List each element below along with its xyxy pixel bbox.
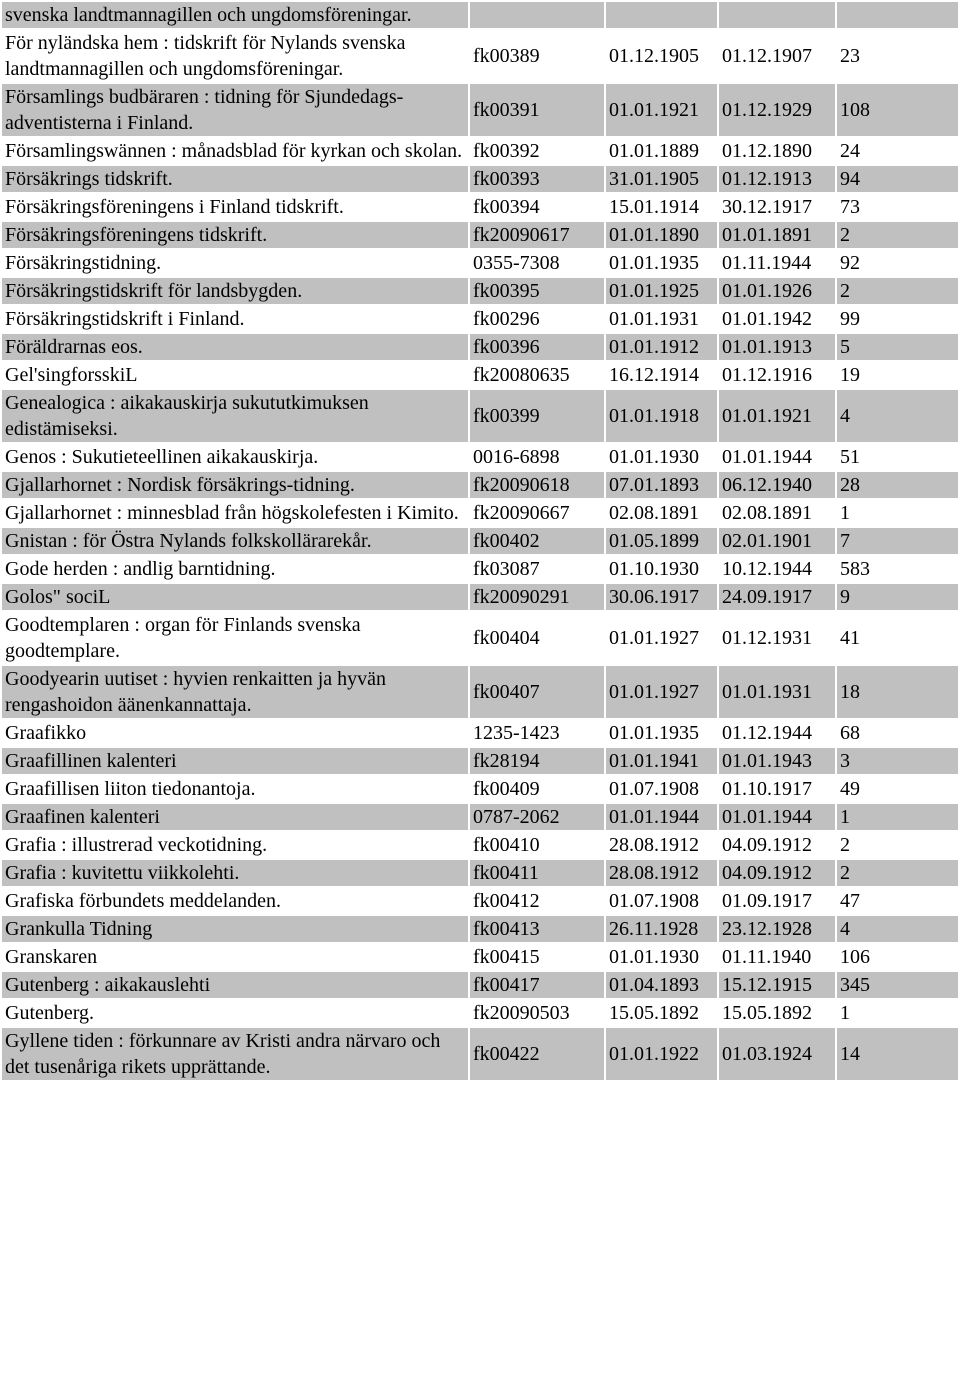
start-date-cell: 01.01.1930 bbox=[606, 444, 717, 470]
end-date-cell: 01.01.1891 bbox=[719, 222, 835, 248]
end-date-cell: 06.12.1940 bbox=[719, 472, 835, 498]
end-date-cell: 02.08.1891 bbox=[719, 500, 835, 526]
end-date-cell: 01.12.1913 bbox=[719, 166, 835, 192]
table-row bbox=[2, 612, 958, 664]
start-date-cell: 01.01.1889 bbox=[606, 138, 717, 164]
start-date-cell: 15.01.1914 bbox=[606, 194, 717, 220]
issue-count-cell: 2 bbox=[837, 222, 958, 248]
start-date-cell: 01.01.1930 bbox=[606, 944, 717, 970]
start-date-cell: 01.01.1918 bbox=[606, 390, 717, 442]
id-cell: fk00404 bbox=[470, 612, 604, 664]
start-date-cell bbox=[606, 2, 717, 28]
id-cell: fk20090291 bbox=[470, 584, 604, 610]
title-cell: Försäkringstidskrift i Finland. bbox=[2, 306, 468, 332]
end-date-cell: 01.01.1921 bbox=[719, 390, 835, 442]
id-cell: fk20090503 bbox=[470, 1000, 604, 1026]
title-cell: svenska landtmannagillen och ungdomsföreningar. bbox=[2, 2, 468, 28]
title-cell: Gutenberg : aikakauslehti bbox=[2, 972, 468, 998]
end-date-cell: 01.11.1940 bbox=[719, 944, 835, 970]
id-cell: fk00399 bbox=[470, 390, 604, 442]
end-date-cell: 15.05.1892 bbox=[719, 1000, 835, 1026]
issue-count-cell: 2 bbox=[837, 278, 958, 304]
start-date-cell: 15.05.1892 bbox=[606, 1000, 717, 1026]
title-cell: Försäkringsföreningens tidskrift. bbox=[2, 222, 468, 248]
issue-count-cell: 99 bbox=[837, 306, 958, 332]
title-cell: Graafikko bbox=[2, 720, 468, 746]
end-date-cell: 01.12.1890 bbox=[719, 138, 835, 164]
table-row bbox=[2, 2, 958, 28]
id-cell: fk00389 bbox=[470, 30, 604, 82]
start-date-cell: 01.01.1927 bbox=[606, 666, 717, 718]
end-date-cell: 01.12.1944 bbox=[719, 720, 835, 746]
end-date-cell: 01.10.1917 bbox=[719, 776, 835, 802]
table-row bbox=[2, 472, 958, 498]
start-date-cell: 01.01.1935 bbox=[606, 720, 717, 746]
issue-count-cell: 2 bbox=[837, 832, 958, 858]
title-cell: För nyländska hem : tidskrift för Nylands svenska landtmannagillen och ungdomsföreningar. bbox=[2, 30, 468, 82]
title-cell: Gyllene tiden : förkunnare av Kristi andra närvaro och det tusenåriga rikets upprättande. bbox=[2, 1028, 468, 1080]
start-date-cell: 31.01.1905 bbox=[606, 166, 717, 192]
issue-count-cell: 1 bbox=[837, 804, 958, 830]
issue-count-cell: 49 bbox=[837, 776, 958, 802]
start-date-cell: 01.07.1908 bbox=[606, 888, 717, 914]
end-date-cell: 04.09.1912 bbox=[719, 832, 835, 858]
start-date-cell: 01.01.1925 bbox=[606, 278, 717, 304]
id-cell: fk28194 bbox=[470, 748, 604, 774]
issue-count-cell: 583 bbox=[837, 556, 958, 582]
title-cell: Gjallarhornet : Nordisk försäkrings-tidning. bbox=[2, 472, 468, 498]
end-date-cell: 15.12.1915 bbox=[719, 972, 835, 998]
end-date-cell: 01.01.1942 bbox=[719, 306, 835, 332]
table-row bbox=[2, 194, 958, 220]
start-date-cell: 01.05.1899 bbox=[606, 528, 717, 554]
issue-count-cell: 7 bbox=[837, 528, 958, 554]
start-date-cell: 01.01.1931 bbox=[606, 306, 717, 332]
end-date-cell: 01.01.1943 bbox=[719, 748, 835, 774]
table-row bbox=[2, 944, 958, 970]
start-date-cell: 01.07.1908 bbox=[606, 776, 717, 802]
title-cell: Grafiska förbundets meddelanden. bbox=[2, 888, 468, 914]
start-date-cell: 26.11.1928 bbox=[606, 916, 717, 942]
id-cell: fk00391 bbox=[470, 84, 604, 136]
start-date-cell: 01.01.1922 bbox=[606, 1028, 717, 1080]
issue-count-cell: 92 bbox=[837, 250, 958, 276]
table-row bbox=[2, 584, 958, 610]
start-date-cell: 28.08.1912 bbox=[606, 860, 717, 886]
id-cell: fk00392 bbox=[470, 138, 604, 164]
end-date-cell: 02.01.1901 bbox=[719, 528, 835, 554]
title-cell: Graafillisen liiton tiedonantoja. bbox=[2, 776, 468, 802]
id-cell: 0787-2062 bbox=[470, 804, 604, 830]
id-cell: fk00409 bbox=[470, 776, 604, 802]
table-row bbox=[2, 860, 958, 886]
id-cell: fk20090617 bbox=[470, 222, 604, 248]
table-row bbox=[2, 972, 958, 998]
start-date-cell: 01.01.1935 bbox=[606, 250, 717, 276]
table-row bbox=[2, 556, 958, 582]
id-cell: fk00411 bbox=[470, 860, 604, 886]
id-cell: fk00410 bbox=[470, 832, 604, 858]
id-cell: fk00395 bbox=[470, 278, 604, 304]
issue-count-cell: 3 bbox=[837, 748, 958, 774]
table-row bbox=[2, 250, 958, 276]
issue-count-cell: 24 bbox=[837, 138, 958, 164]
periodical-table-body bbox=[2, 2, 958, 1080]
title-cell: Graafinen kalenteri bbox=[2, 804, 468, 830]
title-cell: Genos : Sukutieteellinen aikakauskirja. bbox=[2, 444, 468, 470]
issue-count-cell: 4 bbox=[837, 390, 958, 442]
table-row bbox=[2, 30, 958, 82]
title-cell: Golos" sociL bbox=[2, 584, 468, 610]
title-cell: Granskaren bbox=[2, 944, 468, 970]
title-cell: Grankulla Tidning bbox=[2, 916, 468, 942]
id-cell: fk20080635 bbox=[470, 362, 604, 388]
end-date-cell: 01.09.1917 bbox=[719, 888, 835, 914]
table-row bbox=[2, 720, 958, 746]
start-date-cell: 30.06.1917 bbox=[606, 584, 717, 610]
end-date-cell: 01.01.1944 bbox=[719, 804, 835, 830]
end-date-cell: 01.12.1916 bbox=[719, 362, 835, 388]
table-row bbox=[2, 888, 958, 914]
table-row bbox=[2, 444, 958, 470]
issue-count-cell: 18 bbox=[837, 666, 958, 718]
table-row bbox=[2, 748, 958, 774]
title-cell: Försäkringsföreningens i Finland tidskrift. bbox=[2, 194, 468, 220]
end-date-cell: 01.12.1929 bbox=[719, 84, 835, 136]
id-cell: fk00415 bbox=[470, 944, 604, 970]
start-date-cell: 07.01.1893 bbox=[606, 472, 717, 498]
end-date-cell: 04.09.1912 bbox=[719, 860, 835, 886]
title-cell: Gjallarhornet : minnesblad från högskolefesten i Kimito. bbox=[2, 500, 468, 526]
id-cell: fk00407 bbox=[470, 666, 604, 718]
table-row bbox=[2, 666, 958, 718]
id-cell: fk00396 bbox=[470, 334, 604, 360]
issue-count-cell: 345 bbox=[837, 972, 958, 998]
id-cell: fk00417 bbox=[470, 972, 604, 998]
title-cell: Försäkrings tidskrift. bbox=[2, 166, 468, 192]
start-date-cell: 01.01.1890 bbox=[606, 222, 717, 248]
id-cell: fk00393 bbox=[470, 166, 604, 192]
end-date-cell: 01.12.1931 bbox=[719, 612, 835, 664]
issue-count-cell: 19 bbox=[837, 362, 958, 388]
table-row bbox=[2, 278, 958, 304]
title-cell: Församlings budbäraren : tidning för Sjundedags-adventisterna i Finland. bbox=[2, 84, 468, 136]
table-row bbox=[2, 528, 958, 554]
id-cell: fk03087 bbox=[470, 556, 604, 582]
table-row bbox=[2, 84, 958, 136]
start-date-cell: 01.01.1944 bbox=[606, 804, 717, 830]
id-cell: fk00413 bbox=[470, 916, 604, 942]
table-row bbox=[2, 138, 958, 164]
issue-count-cell: 94 bbox=[837, 166, 958, 192]
end-date-cell: 01.01.1931 bbox=[719, 666, 835, 718]
start-date-cell: 16.12.1914 bbox=[606, 362, 717, 388]
start-date-cell: 01.12.1905 bbox=[606, 30, 717, 82]
start-date-cell: 01.10.1930 bbox=[606, 556, 717, 582]
title-cell: Goodyearin uutiset : hyvien renkaitten ja hyvän rengashoidon äänenkannattaja. bbox=[2, 666, 468, 718]
issue-count-cell: 2 bbox=[837, 860, 958, 886]
id-cell: fk00422 bbox=[470, 1028, 604, 1080]
start-date-cell: 01.01.1927 bbox=[606, 612, 717, 664]
id-cell bbox=[470, 2, 604, 28]
id-cell: 1235-1423 bbox=[470, 720, 604, 746]
title-cell: Försäkringstidskrift för landsbygden. bbox=[2, 278, 468, 304]
id-cell: fk00394 bbox=[470, 194, 604, 220]
issue-count-cell: 28 bbox=[837, 472, 958, 498]
start-date-cell: 02.08.1891 bbox=[606, 500, 717, 526]
id-cell: 0355-7308 bbox=[470, 250, 604, 276]
issue-count-cell: 73 bbox=[837, 194, 958, 220]
title-cell: Goodtemplaren : organ för Finlands svenska goodtemplare. bbox=[2, 612, 468, 664]
issue-count-cell: 41 bbox=[837, 612, 958, 664]
end-date-cell: 01.11.1944 bbox=[719, 250, 835, 276]
end-date-cell: 10.12.1944 bbox=[719, 556, 835, 582]
title-cell: Gode herden : andlig barntidning. bbox=[2, 556, 468, 582]
id-cell: 0016-6898 bbox=[470, 444, 604, 470]
end-date-cell: 01.01.1913 bbox=[719, 334, 835, 360]
id-cell: fk20090618 bbox=[470, 472, 604, 498]
table-row bbox=[2, 500, 958, 526]
issue-count-cell bbox=[837, 2, 958, 28]
table-row bbox=[2, 306, 958, 332]
title-cell: Gnistan : för Östra Nylands folkskollärarekår. bbox=[2, 528, 468, 554]
issue-count-cell: 68 bbox=[837, 720, 958, 746]
title-cell: Föräldrarnas eos. bbox=[2, 334, 468, 360]
issue-count-cell: 47 bbox=[837, 888, 958, 914]
end-date-cell: 23.12.1928 bbox=[719, 916, 835, 942]
end-date-cell: 01.12.1907 bbox=[719, 30, 835, 82]
start-date-cell: 01.01.1941 bbox=[606, 748, 717, 774]
start-date-cell: 01.01.1921 bbox=[606, 84, 717, 136]
issue-count-cell: 51 bbox=[837, 444, 958, 470]
table-row bbox=[2, 1028, 958, 1080]
table-row bbox=[2, 390, 958, 442]
end-date-cell: 30.12.1917 bbox=[719, 194, 835, 220]
end-date-cell: 01.01.1926 bbox=[719, 278, 835, 304]
id-cell: fk00402 bbox=[470, 528, 604, 554]
title-cell: Gutenberg. bbox=[2, 1000, 468, 1026]
table-row bbox=[2, 804, 958, 830]
start-date-cell: 01.01.1912 bbox=[606, 334, 717, 360]
title-cell: Grafia : illustrerad veckotidning. bbox=[2, 832, 468, 858]
issue-count-cell: 14 bbox=[837, 1028, 958, 1080]
table-row bbox=[2, 916, 958, 942]
issue-count-cell: 9 bbox=[837, 584, 958, 610]
end-date-cell: 01.01.1944 bbox=[719, 444, 835, 470]
issue-count-cell: 106 bbox=[837, 944, 958, 970]
table-row bbox=[2, 362, 958, 388]
issue-count-cell: 1 bbox=[837, 500, 958, 526]
title-cell: Församlingswännen : månadsblad för kyrkan och skolan. bbox=[2, 138, 468, 164]
title-cell: Graafillinen kalenteri bbox=[2, 748, 468, 774]
start-date-cell: 01.04.1893 bbox=[606, 972, 717, 998]
table-row bbox=[2, 166, 958, 192]
issue-count-cell: 108 bbox=[837, 84, 958, 136]
issue-count-cell: 1 bbox=[837, 1000, 958, 1026]
table-row bbox=[2, 1000, 958, 1026]
table-row bbox=[2, 334, 958, 360]
start-date-cell: 28.08.1912 bbox=[606, 832, 717, 858]
title-cell: Gel'singforsskiL bbox=[2, 362, 468, 388]
title-cell: Grafia : kuvitettu viikkolehti. bbox=[2, 860, 468, 886]
issue-count-cell: 23 bbox=[837, 30, 958, 82]
end-date-cell: 01.03.1924 bbox=[719, 1028, 835, 1080]
id-cell: fk20090667 bbox=[470, 500, 604, 526]
table-row bbox=[2, 832, 958, 858]
table-row bbox=[2, 222, 958, 248]
id-cell: fk00296 bbox=[470, 306, 604, 332]
issue-count-cell: 4 bbox=[837, 916, 958, 942]
end-date-cell bbox=[719, 2, 835, 28]
title-cell: Försäkringstidning. bbox=[2, 250, 468, 276]
end-date-cell: 24.09.1917 bbox=[719, 584, 835, 610]
issue-count-cell: 5 bbox=[837, 334, 958, 360]
table-row bbox=[2, 776, 958, 802]
title-cell: Genealogica : aikakauskirja sukututkimuksen edistämiseksi. bbox=[2, 390, 468, 442]
id-cell: fk00412 bbox=[470, 888, 604, 914]
